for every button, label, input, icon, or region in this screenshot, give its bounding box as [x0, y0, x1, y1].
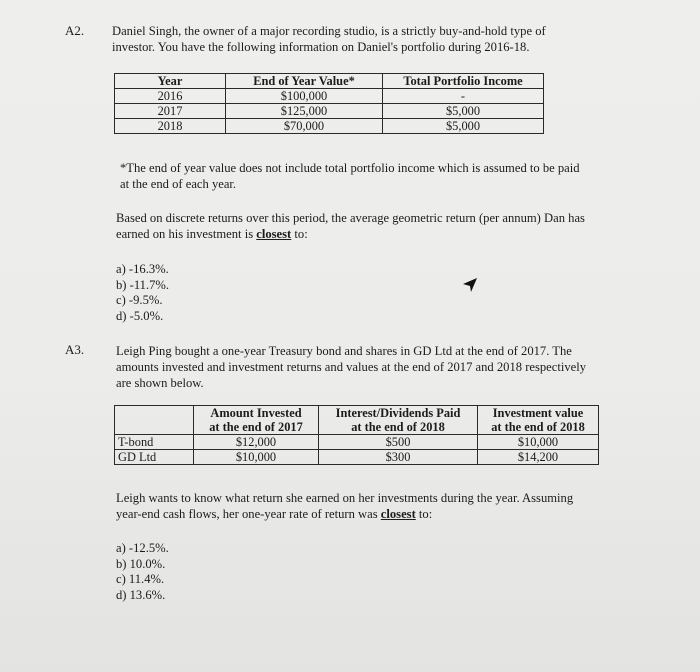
intro-line: are shown below. — [116, 376, 204, 390]
table-header — [194, 406, 319, 435]
footnote-line: at the end of each year. — [120, 177, 237, 191]
emphasis-text: closest — [380, 507, 416, 521]
table-header — [478, 406, 599, 435]
answer-options-a3 — [116, 541, 169, 603]
answer-option[interactable]: d) 13.6%. — [116, 587, 166, 602]
table-cell: 2018 — [115, 119, 226, 134]
answer-option[interactable]: a) -12.5%. — [116, 541, 169, 555]
header-line: at the end of 2018 — [351, 420, 445, 434]
answer-option[interactable]: c) 11.4%. — [116, 572, 165, 586]
intro-line: amounts invested and investment returns and values at the end of 2017 and 2018 respectively — [116, 360, 587, 374]
header-line: at the end of 2018 — [491, 420, 585, 434]
table-header: End of Year Value* — [226, 74, 383, 89]
answer-option[interactable]: d) -5.0%. — [116, 308, 164, 323]
table-cell: 2016 — [115, 89, 226, 104]
table-cell: $12,000 — [194, 435, 319, 450]
answer-option[interactable]: a) -16.3%. — [116, 262, 169, 276]
table-header — [115, 406, 194, 435]
emphasis-text: closest — [256, 227, 292, 241]
intro-line: investor. You have the following information on Daniel's portfolio during 2016-18. — [112, 40, 530, 54]
answer-option[interactable]: c) -9.5%. — [116, 293, 163, 307]
table-cell: $5,000 — [383, 104, 544, 119]
intro-line: Daniel Singh, the owner of a major recording studio, is a strictly buy-and-hold type of — [112, 24, 546, 38]
table-cell: $5,000 — [383, 119, 544, 134]
table-cell: $70,000 — [226, 119, 383, 134]
header-line: Investment value — [492, 406, 584, 420]
table-header: Year — [115, 74, 226, 89]
table-cell: GD Ltd — [115, 450, 194, 465]
table-header — [319, 406, 478, 435]
header-line: Interest/Dividends Paid — [335, 406, 461, 420]
table-cell: - — [383, 89, 544, 104]
prompt-line: Based on discrete returns over this period, the average geometric return (per annum) Dan has — [116, 211, 585, 225]
table-header-row — [115, 406, 599, 435]
question-number-a2: A2. — [65, 23, 85, 38]
question-number-a3: A3. — [65, 342, 85, 357]
prompt-line: Leigh wants to know what return she earned on her investments during the year. Assuming — [116, 491, 574, 505]
table-cell: $125,000 — [226, 104, 383, 119]
table-row — [115, 119, 544, 134]
answer-option[interactable]: b) -11.7%. — [116, 277, 170, 292]
table-row — [115, 450, 599, 465]
table-cell: $100,000 — [226, 89, 383, 104]
intro-line: Leigh Ping bought a one-year Treasury bond and shares in GD Ltd at the end of 2017. The — [116, 344, 572, 358]
answer-options-a2 — [116, 262, 169, 324]
table-header: Total Portfolio Income — [383, 74, 544, 89]
answer-option[interactable]: b) 10.0%. — [116, 556, 166, 571]
table-footnote — [120, 160, 650, 192]
question-a2-prompt — [116, 210, 656, 242]
portfolio-table — [114, 73, 544, 134]
header-line: at the end of 2017 — [209, 420, 303, 434]
table-header-row — [115, 74, 544, 89]
prompt-text: to: — [415, 507, 433, 521]
prompt-line — [116, 506, 656, 522]
question-a3-prompt — [116, 490, 656, 522]
table-cell: $10,000 — [194, 450, 319, 465]
investment-table — [114, 405, 599, 465]
table-cell: $14,200 — [478, 450, 599, 465]
prompt-line — [116, 226, 656, 242]
table-row — [115, 435, 599, 450]
question-a3-intro — [116, 343, 656, 391]
header-line: Amount Invested — [210, 406, 302, 420]
footnote-line: *The end of year value does not include total portfolio income which is assumed to be paid — [120, 161, 580, 175]
table-row — [115, 89, 544, 104]
table-cell: $300 — [319, 450, 478, 465]
table-cell: T-bond — [115, 435, 194, 450]
table-cell: 2017 — [115, 104, 226, 119]
question-a2-intro — [112, 23, 652, 55]
table-row — [115, 104, 544, 119]
table-cell: $10,000 — [478, 435, 599, 450]
prompt-text: earned on his investment is — [116, 227, 257, 241]
prompt-text: year-end cash flows, her one-year rate of return was — [116, 507, 381, 521]
prompt-text: to: — [291, 227, 308, 241]
mouse-pointer-icon — [462, 277, 478, 293]
table-cell: $500 — [319, 435, 478, 450]
